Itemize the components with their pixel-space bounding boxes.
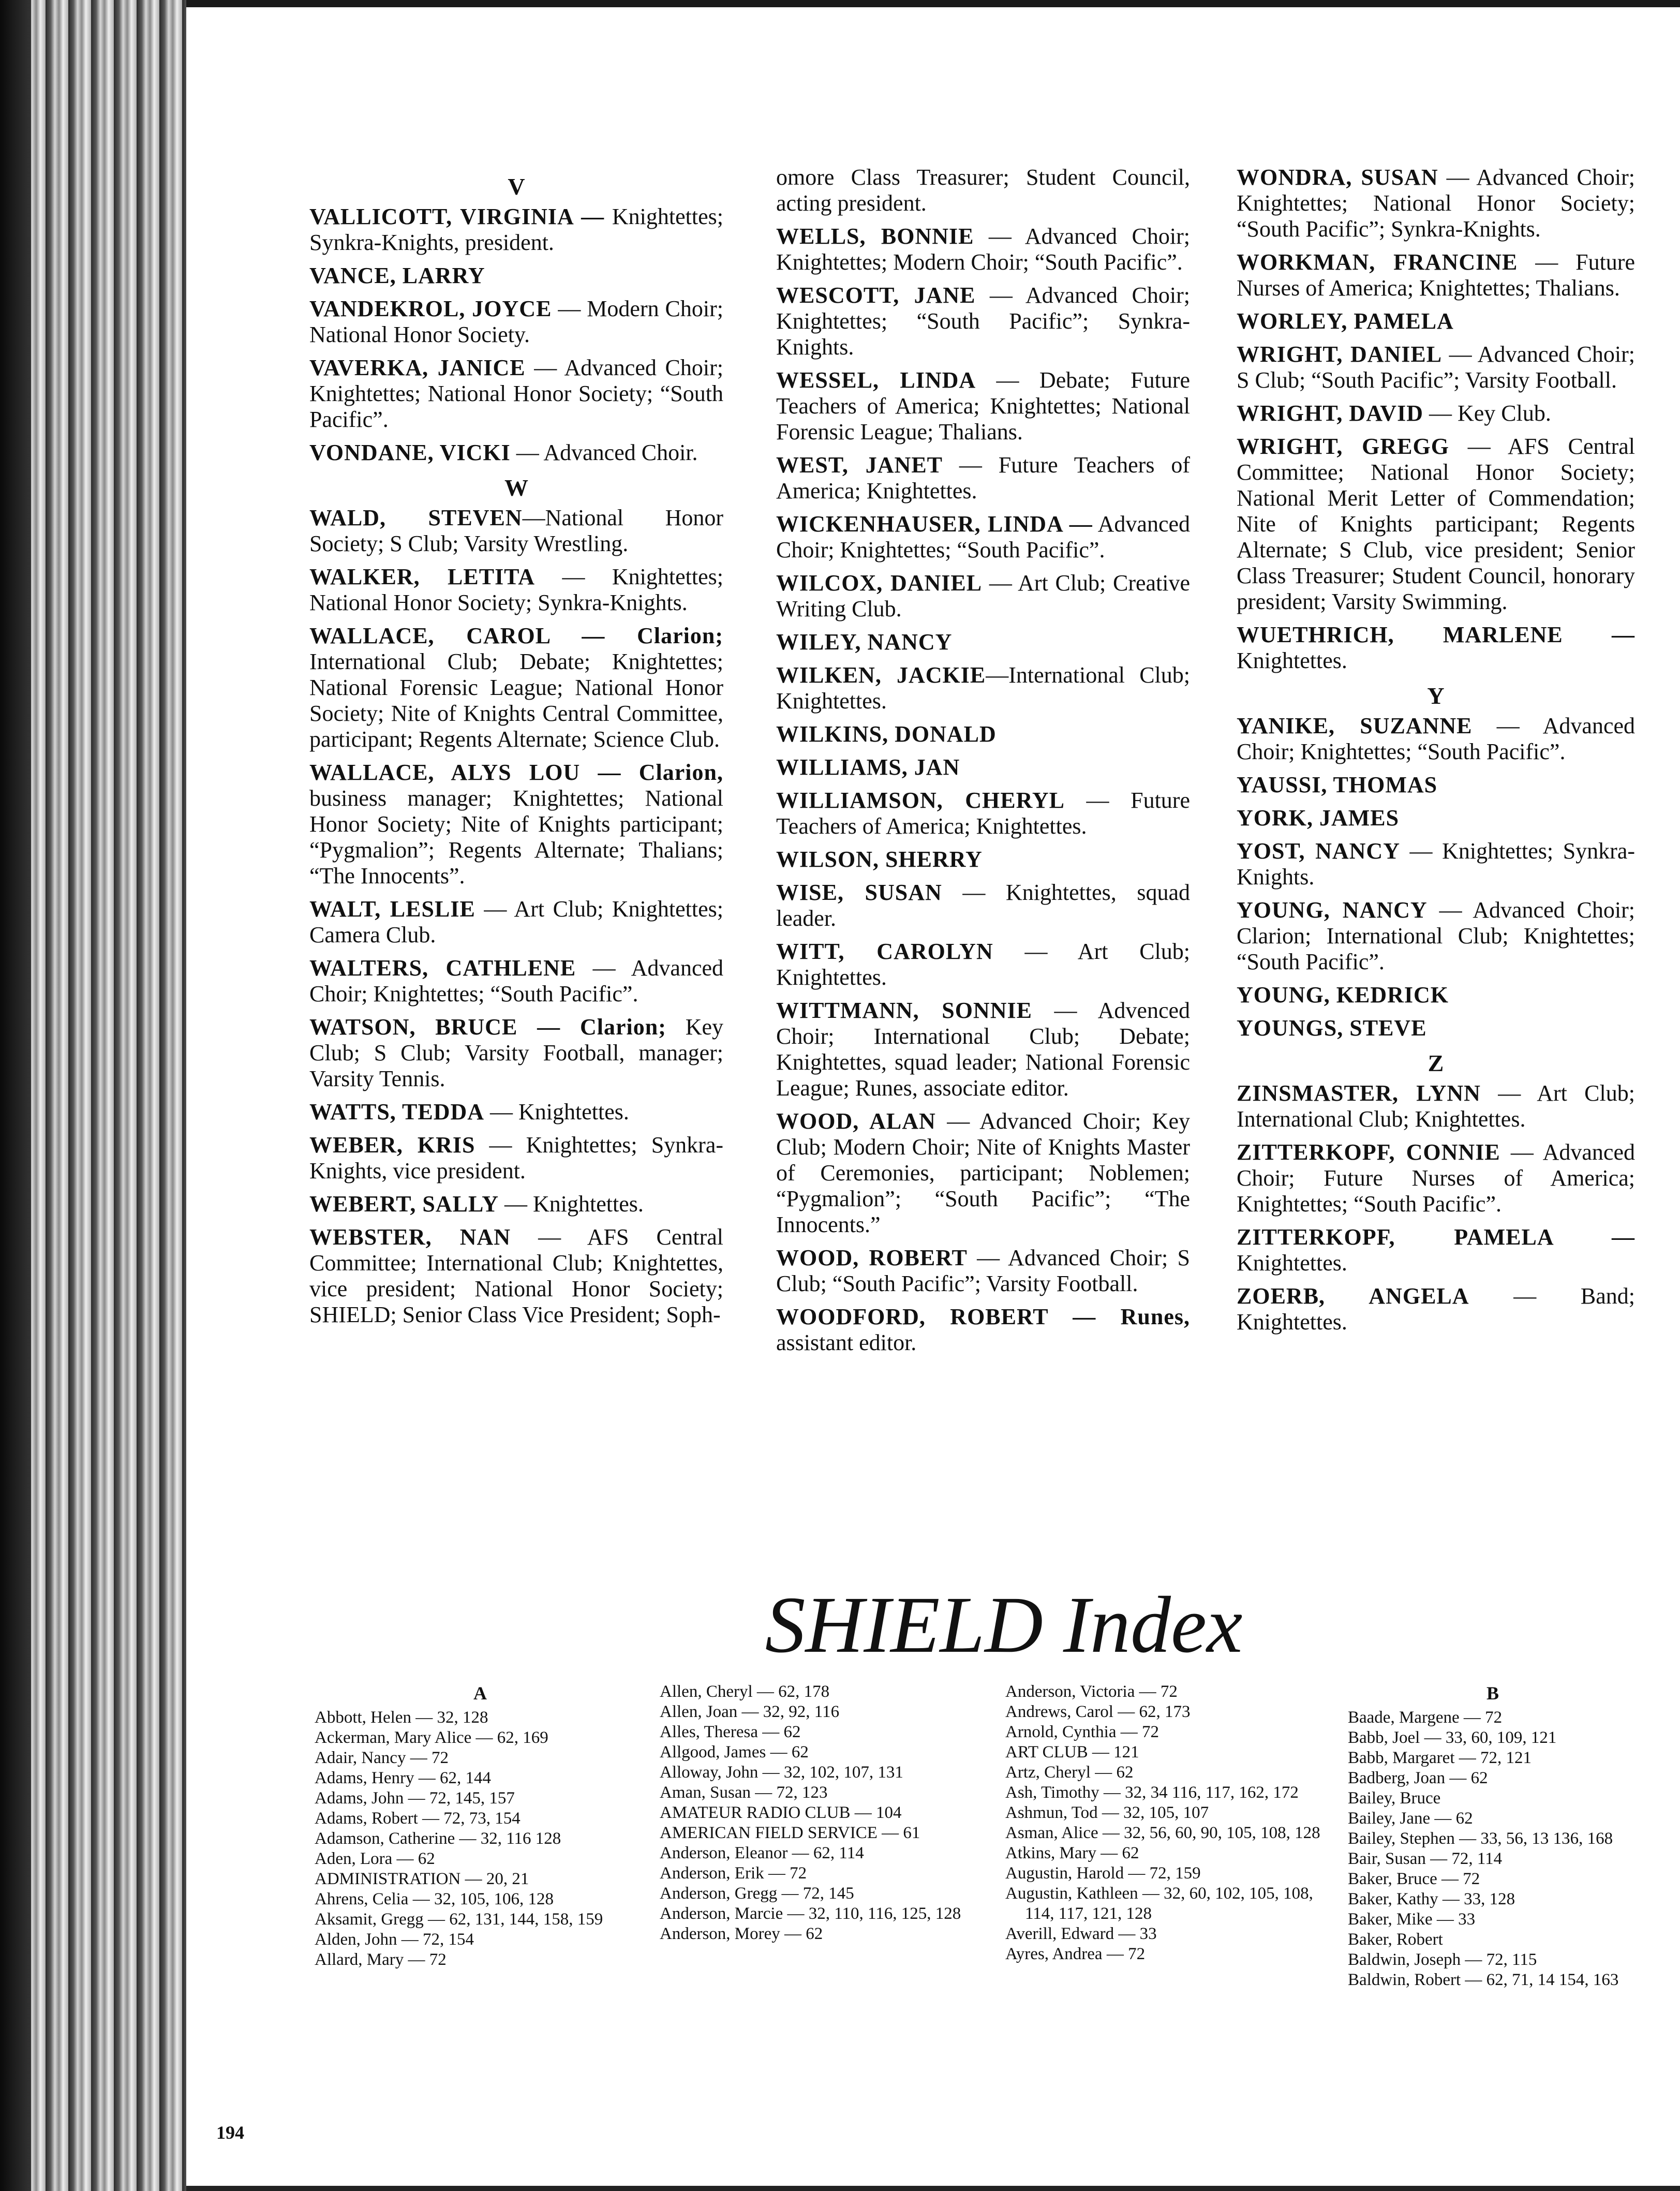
index-entry: Bailey, Bruce — [1348, 1789, 1441, 1808]
student-activities: — Knightettes; Synkra-Knights. — [1237, 838, 1635, 890]
student-entry — [776, 754, 1190, 780]
index-entry: AMATEUR RADIO CLUB — 104 — [660, 1803, 902, 1822]
student-name: WOOD, ROBERT — [776, 1245, 968, 1270]
student-entry — [1237, 401, 1635, 426]
student-name: VONDANE, VICKI — [309, 440, 511, 465]
student-activities: — Advanced Choir; Future Nurses of America; Knightettes; “South Pacific”. — [1237, 1139, 1635, 1217]
index-entry: Baldwin, Robert — 62, 71, 14 154, 163 — [1348, 1971, 1619, 1989]
index-column-2 — [660, 1682, 991, 1944]
index-entry: Ackerman, Mary Alice — 62, 169 — [315, 1728, 548, 1747]
student-activities: — Advanced Choir; Knightettes; National Honor Society; “South Pacific”. — [309, 355, 723, 432]
student-name: WALLACE, ALYS LOU — Clarion, — [309, 760, 723, 785]
student-entry — [309, 760, 723, 889]
page-number: 194 — [216, 2122, 244, 2143]
student-name: WILSON, SHERRY — [776, 847, 983, 872]
student-activities: — Advanced Choir; Knightettes; “South Pacific”. — [1237, 713, 1636, 764]
student-activities: — Advanced Choir; S Club; “South Pacific”; Varsity Football. — [776, 1245, 1190, 1296]
student-entry — [1237, 622, 1635, 674]
top-page-edge — [186, 0, 1680, 7]
student-name: WICKENHAUSER, LINDA — — [776, 511, 1093, 537]
index-entry: Anderson, Marcie — 32, 110, 116, 125, 128 — [660, 1904, 961, 1923]
section-letter: Y — [1427, 683, 1445, 709]
student-entry — [1237, 897, 1635, 975]
student-activities: — AFS Central Committee; National Honor Society; National Merit Letter of Commendation; Nite of Knights participant; Regents Alternate; S Club, vice president; Senior Class Treasurer; Student Council, honorary president; Varsity Swimming. — [1237, 434, 1635, 614]
student-name: YOUNG, KEDRICK — [1237, 982, 1449, 1008]
section-letter: V — [508, 173, 525, 200]
student-entry — [776, 511, 1190, 563]
bottom-page-edge — [186, 2186, 1680, 2191]
student-entry — [1237, 982, 1635, 1008]
student-entry — [309, 1132, 723, 1184]
student-activities: —National Honor Society; S Club; Varsity Wrestling. — [309, 505, 723, 556]
student-entry — [309, 1099, 723, 1125]
student-name: YOUNG, NANCY — [1237, 897, 1428, 923]
index-entry: Allard, Mary — 72 — [315, 1950, 447, 1969]
student-name: VALLICOTT, VIRGINIA — — [309, 204, 605, 229]
student-name: WEST, JANET — [776, 452, 943, 478]
student-activities: — Advanced Choir; Knightettes; “South Pacific”; Synkra-Knights. — [776, 283, 1190, 360]
student-entry — [309, 204, 723, 256]
student-name: WRIGHT, DANIEL — [1237, 342, 1443, 367]
student-entry — [309, 440, 723, 466]
student-name: WORLEY, PAMELA — [1237, 308, 1454, 334]
student-activities: — Advanced Choir; Knightettes; Modern Choir; “South Pacific”. — [776, 224, 1190, 275]
section-letter: W — [504, 475, 528, 501]
index-column-1 — [315, 1682, 646, 1970]
index-entry: ART CLUB — 121 — [1005, 1743, 1139, 1761]
student-activities: — Knightettes. — [484, 1099, 629, 1124]
student-entry — [1237, 1139, 1635, 1217]
student-name: ZITTERKOPF, CONNIE — [1237, 1139, 1500, 1165]
student-entry — [309, 263, 723, 289]
student-entry — [1237, 1015, 1635, 1041]
student-name: WATTS, TEDDA — [309, 1099, 485, 1124]
index-entry: Anderson, Victoria — 72 — [1005, 1682, 1178, 1701]
student-entry — [776, 165, 1190, 216]
student-name: VAVERKA, JANICE — [309, 355, 526, 380]
student-activities: — Knightettes, squad leader. — [776, 880, 1190, 931]
student-entry — [776, 1304, 1190, 1356]
student-entry — [1237, 165, 1635, 242]
index-entry: Aman, Susan — 72, 123 — [660, 1783, 828, 1802]
student-entry — [309, 623, 723, 752]
index-entry: Averill, Edward — 33 — [1005, 1924, 1157, 1943]
student-activities: Advanced Choir; Knightettes; “South Pacific”. — [776, 511, 1190, 562]
student-activities: business manager; Knightettes; National Honor Society; Nite of Knights participant; “Pygmalion”; Regents Alternate; Thalians; “The Innocents”. — [309, 786, 723, 889]
index-entry: Baker, Bruce — 72 — [1348, 1870, 1480, 1888]
student-activities: — Knightettes; National Honor Society; Synkra-Knights. — [309, 564, 723, 615]
index-entry: Asman, Alice — 32, 56, 60, 90, 105, 108, 128 — [1005, 1824, 1320, 1842]
student-activities: —International Club; Knightettes. — [776, 662, 1190, 714]
index-entry: Allgood, James — 62 — [660, 1743, 809, 1761]
index-entry: Alles, Theresa — 62 — [660, 1723, 801, 1741]
student-name: YORK, JAMES — [1237, 805, 1400, 831]
student-activities: — Future Teachers of America; Knightettes. — [776, 788, 1190, 839]
student-name: VANDEKROL, JOYCE — [309, 296, 552, 321]
directory-column-3 — [1237, 165, 1635, 1342]
index-entry: Adams, John — 72, 145, 157 — [315, 1789, 515, 1808]
student-entry — [1237, 249, 1635, 301]
student-entry — [776, 880, 1190, 931]
index-entry: Baker, Kathy — 33, 128 — [1348, 1890, 1515, 1908]
index-entry: Allen, Joan — 32, 92, 116 — [660, 1703, 840, 1721]
student-activities: Knightettes; Synkra-Knights, president. — [309, 204, 723, 255]
student-activities: — Key Club. — [1423, 401, 1551, 426]
index-entry: Bailey, Stephen — 33, 56, 13 136, 168 — [1348, 1829, 1613, 1848]
student-activities: — Future Nurses of America; Knightettes; Thalians. — [1237, 249, 1635, 301]
index-entry: Adamson, Catherine — 32, 116 128 — [315, 1829, 561, 1848]
student-entry — [776, 662, 1190, 714]
student-entry — [309, 1014, 723, 1092]
index-entry: Atkins, Mary — 62 — [1005, 1844, 1139, 1862]
directory-column-1 — [309, 165, 723, 1335]
index-column-4 — [1348, 1682, 1638, 1990]
student-activities: — Band; Knightettes. — [1237, 1283, 1635, 1335]
index-entry: Babb, Margaret — 72, 121 — [1348, 1749, 1532, 1767]
student-entry — [1237, 1080, 1635, 1132]
index-entry: Alloway, John — 32, 102, 107, 131 — [660, 1763, 903, 1782]
student-name: WALTERS, CATHLENE — [309, 955, 576, 981]
index-entry: Ahrens, Celia — 32, 105, 106, 128 — [315, 1890, 554, 1908]
index-entry: Augustin, Harold — 72, 159 — [1005, 1864, 1201, 1883]
index-letter: B — [1486, 1683, 1499, 1704]
index-entry: Augustin, Kathleen — 32, 60, 102, 105, 108, 114, 117, 121, 128 — [1005, 1884, 1313, 1923]
student-activities: International Club; Debate; Knightettes; National Forensic League; National Honor Society; Nite of Knights Central Committee, participant; Regents Alternate; Science Club. — [309, 649, 723, 752]
student-name: WOOD, ALAN — [776, 1108, 936, 1134]
index-entry: Aden, Lora — 62 — [315, 1849, 435, 1868]
student-name: WELLS, BONNIE — [776, 224, 974, 249]
index-entry: Baker, Robert — [1348, 1930, 1443, 1949]
student-name: VANCE, LARRY — [309, 263, 485, 288]
student-activities: — Advanced Choir; Knightettes; “South Pacific”. — [309, 955, 724, 1006]
student-name: WALLACE, CAROL — Clarion; — [309, 623, 723, 648]
student-name: YOST, NANCY — [1237, 838, 1400, 864]
index-entry: Abbott, Helen — 32, 128 — [315, 1708, 488, 1727]
student-entry — [1237, 308, 1635, 334]
student-entry — [309, 355, 723, 433]
student-name: ZOERB, ANGELA — [1237, 1283, 1469, 1309]
index-entry: Bair, Susan — 72, 114 — [1348, 1849, 1503, 1868]
student-entry — [1237, 805, 1635, 831]
student-name: WALKER, LETITA — [309, 564, 536, 589]
student-entry — [776, 629, 1190, 655]
student-activities: — Modern Choir; National Honor Society. — [309, 296, 723, 347]
student-activities: — Knightettes. — [499, 1191, 644, 1217]
student-name: WILCOX, DANIEL — [776, 570, 983, 596]
index-entry: Ash, Timothy — 32, 34 116, 117, 162, 172 — [1005, 1783, 1299, 1802]
index-entry: Anderson, Eleanor — 62, 114 — [660, 1844, 864, 1862]
student-activities: — Advanced Choir. — [510, 440, 698, 465]
student-entry — [776, 721, 1190, 747]
student-activities: assistant editor. — [776, 1330, 917, 1355]
student-name: WISE, SUSAN — [776, 880, 942, 905]
student-entry — [776, 1245, 1190, 1297]
index-entry: Adair, Nancy — 72 — [315, 1749, 449, 1767]
index-entry: Adams, Robert — 72, 73, 154 — [315, 1809, 521, 1828]
student-entry — [309, 564, 723, 616]
student-name: ZITTERKOPF, PAMELA — — [1237, 1224, 1635, 1250]
student-name: WRIGHT, GREGG — [1237, 434, 1449, 459]
student-name: WITT, CAROLYN — [776, 939, 993, 964]
student-name: WALD, STEVEN — [309, 505, 523, 530]
student-activities: — Future Teachers of America; Knightettes. — [776, 452, 1190, 504]
index-entry: Anderson, Gregg — 72, 145 — [660, 1884, 854, 1903]
student-entry — [776, 367, 1190, 445]
student-entry — [1237, 1283, 1635, 1335]
student-activities: — AFS Central Committee; International Club; Knightettes, vice president; National Honor Society; SHIELD; Senior Class Vice President; Soph- — [309, 1224, 724, 1327]
student-activities: — Debate; Future Teachers of America; Knightettes; National Forensic League; Thalians. — [776, 367, 1190, 445]
index-entry: AMERICAN FIELD SERVICE — 61 — [660, 1824, 920, 1842]
index-entry: ADMINISTRATION — 20, 21 — [315, 1870, 529, 1888]
student-entry — [776, 1108, 1190, 1238]
student-activities: Knightettes. — [1237, 1250, 1347, 1276]
index-entry: Alden, John — 72, 154 — [315, 1930, 474, 1949]
student-entry — [309, 1224, 723, 1328]
index-entry: Andrews, Carol — 62, 173 — [1005, 1703, 1191, 1721]
student-activities: — Art Club; International Club; Knightettes. — [1237, 1080, 1635, 1132]
student-activities: — Advanced Choir; Clarion; International Club; Knightettes; “South Pacific”. — [1237, 897, 1635, 974]
index-entry: Bailey, Jane — 62 — [1348, 1809, 1473, 1828]
student-name: YOUNGS, STEVE — [1237, 1015, 1427, 1041]
index-entry: Artz, Cheryl — 62 — [1005, 1763, 1134, 1782]
student-activities: — Art Club; Knightettes. — [776, 939, 1190, 990]
student-activities: — Advanced Choir; Knightettes; National Honor Society; “South Pacific”; Synkra-Knights. — [1237, 165, 1636, 242]
student-activities: Knightettes. — [1237, 648, 1347, 673]
student-name: WRIGHT, DAVID — [1237, 401, 1423, 426]
student-entry — [309, 955, 723, 1007]
index-entry: Anderson, Erik — 72 — [660, 1864, 807, 1883]
index-entry: Badberg, Joan — 62 — [1348, 1769, 1488, 1787]
student-name: WILLIAMS, JAN — [776, 754, 960, 780]
student-entry — [309, 296, 723, 348]
student-activities: Key Club; S Club; Varsity Football, manager; Varsity Tennis. — [309, 1014, 723, 1091]
student-activities: omore Class Treasurer; Student Council, acting president. — [776, 165, 1190, 216]
index-entry: Baldwin, Joseph — 72, 115 — [1348, 1950, 1537, 1969]
index-entry: Arnold, Cynthia — 72 — [1005, 1723, 1159, 1741]
index-entry: Ashmun, Tod — 32, 105, 107 — [1005, 1803, 1209, 1822]
student-name: WORKMAN, FRANCINE — [1237, 249, 1518, 275]
index-entry: Aksamit, Gregg — 62, 131, 144, 158, 159 — [315, 1910, 603, 1929]
student-entry — [776, 283, 1190, 360]
student-entry — [776, 847, 1190, 872]
student-entry — [1237, 434, 1635, 615]
student-name: WITTMANN, SONNIE — [776, 998, 1032, 1023]
index-column-3 — [1005, 1682, 1336, 1964]
index-entry: Babb, Joel — 33, 60, 109, 121 — [1348, 1728, 1557, 1747]
student-entry — [309, 896, 723, 948]
student-entry — [776, 452, 1190, 504]
student-entry — [1237, 772, 1635, 798]
index-entry: Adams, Henry — 62, 144 — [315, 1769, 491, 1787]
student-name: WALT, LESLIE — [309, 896, 475, 922]
student-entry — [776, 998, 1190, 1101]
student-entry — [776, 570, 1190, 622]
student-entry — [776, 939, 1190, 990]
student-name: WATSON, BRUCE — Clarion; — [309, 1014, 666, 1040]
index-entry: Allen, Cheryl — 62, 178 — [660, 1682, 830, 1701]
student-name: WOODFORD, ROBERT — Runes, — [776, 1304, 1190, 1329]
student-name: WEBSTER, NAN — [309, 1224, 511, 1250]
student-activities: — Art Club; Knightettes; Camera Club. — [309, 896, 723, 948]
student-entry — [1237, 342, 1635, 393]
index-entry: Baker, Mike — 33 — [1348, 1910, 1476, 1929]
student-name: WILEY, NANCY — [776, 629, 953, 655]
index-letter: A — [473, 1683, 487, 1704]
index-entry: Baade, Margene — 72 — [1348, 1708, 1503, 1727]
student-name: YAUSSI, THOMAS — [1237, 772, 1438, 797]
student-entry — [1237, 838, 1635, 890]
student-entry — [776, 788, 1190, 839]
student-activities: — Advenced Choir; International Club; Debate; Knightettes, squad leader; National Forensic League; Runes, associate editor. — [776, 998, 1191, 1101]
directory-column-2 — [776, 165, 1190, 1363]
student-entry — [309, 505, 723, 557]
student-name: WESCOTT, JANE — [776, 283, 976, 308]
student-name: YANIKE, SUZANNE — [1237, 713, 1473, 738]
book-spine-shadow — [0, 0, 31, 2191]
student-name: WEBERT, SALLY — [309, 1191, 499, 1217]
index-title: SHIELD Index — [765, 1580, 1243, 1669]
student-name: WESSEL, LINDA — [776, 367, 976, 393]
section-letter: Z — [1428, 1050, 1444, 1076]
student-name: WONDRA, SUSAN — [1237, 165, 1438, 190]
student-entry — [1237, 1224, 1635, 1276]
student-entry — [1237, 713, 1635, 765]
student-activities: — Advanced Choir; Key Club; Modern Choir; Nite of Knights Master of Ceremonies, participant; Noblemen; “Pygmalion”; “South Pacific”; “The Innocents.” — [776, 1108, 1190, 1237]
student-entry — [776, 224, 1190, 275]
student-name: WUETHRICH, MARLENE — — [1237, 622, 1635, 647]
student-name: WILKINS, DONALD — [776, 721, 997, 747]
student-activities: — Knightettes; Synkra-Knights, vice president. — [309, 1132, 723, 1183]
index-entry: Ayres, Andrea — 72 — [1005, 1945, 1146, 1963]
student-entry — [309, 1191, 723, 1217]
student-name: ZINSMASTER, LYNN — [1237, 1080, 1481, 1106]
student-activities: — Art Club; Creative Writing Club. — [776, 570, 1191, 621]
student-name: WILLIAMSON, CHERYL — [776, 788, 1065, 813]
student-activities: — Advanced Choir; S Club; “South Pacific”; Varsity Football. — [1237, 342, 1636, 393]
student-name: WEBER, KRIS — [309, 1132, 475, 1158]
student-name: WILKEN, JACKIE — [776, 662, 986, 688]
index-entry: Anderson, Morey — 62 — [660, 1924, 823, 1943]
